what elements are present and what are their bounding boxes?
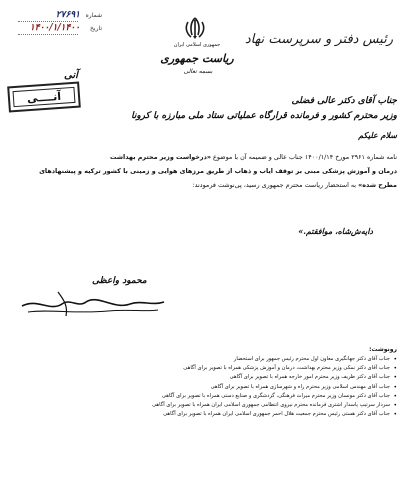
- iran-emblem-icon: [182, 16, 208, 40]
- letter-number-row: [12, 10, 102, 23]
- letter-meta: [12, 10, 102, 36]
- list-item: [107, 401, 397, 410]
- copy-recipient: جناب آقای دکتر نمکی وزیر محترم بهداشت، درمان و آموزش پزشکی همراه با تصویر برای آگاهی: [183, 365, 390, 372]
- list-item: [107, 410, 397, 419]
- copy-recipient: جناب آقای دکتر ظریف وزیر محترم امور خارجه همراه با تصویر برای آگاهی: [229, 374, 390, 381]
- letter-date-label: تاریخ: [90, 25, 102, 32]
- bullet-icon: •: [393, 374, 397, 382]
- signature-scribble: [18, 282, 168, 322]
- copies-title: رونوشت:: [369, 346, 397, 353]
- bullet-icon: •: [393, 356, 397, 363]
- letter-date-row: [12, 23, 102, 36]
- header-office: ریاست جمهوری: [160, 52, 234, 65]
- urgent-stamp-text: آنــــی: [13, 87, 76, 107]
- letter-body: [27, 150, 397, 192]
- list-item: [107, 383, 397, 392]
- header-country: جمهوری اسلامی ایران: [173, 42, 221, 48]
- body-line1-bold: «درخواست وزیر محترم بهداشت: [109, 153, 211, 161]
- list-item: [107, 392, 397, 401]
- letter-date: ۱۴۰۰/۱/۱۴۰۰: [29, 23, 80, 33]
- recipient-title: وزیر محترم کشور و فرمانده قرارگاه عملیاتی ستاد ملی مبارزه با کرونا: [131, 111, 397, 121]
- bullet-icon: •: [393, 402, 397, 410]
- copy-recipient: جناب آقای دکتر مونسان وزیر محترم میراث فرهنگی، گردشگری و صنایع دستی همراه با تصویر برای آگاهی: [161, 392, 390, 399]
- header-sub: بسمه تعالی: [183, 68, 213, 75]
- signer-name: محمود واعظی: [92, 276, 147, 286]
- office-handwritten-note: رئیس دفتر و سرپرست نهاد: [244, 32, 393, 47]
- body-line1-plain: نامه شماره ۲۹۶۱ مورخ ۱۴۰۰/۱/۱۴ جناب عالی و ضمیمه آن با موضوع: [211, 153, 397, 161]
- bullet-icon: •: [393, 365, 397, 373]
- bullet-icon: •: [393, 383, 397, 391]
- list-item: [107, 364, 397, 373]
- list-item: [107, 355, 397, 364]
- number-rule: [18, 21, 78, 22]
- copy-recipient: جناب آقای دکتر جهانگیری معاون اول محترم رئیس جمهور برای استحضار: [233, 356, 390, 362]
- bullet-icon: •: [393, 392, 397, 400]
- copy-recipient: جناب آقای دکتر هستی رئیس محترم جمعیت هلال احمر جمهوری اسلامی ایران همراه با تصویر برای آگاهی: [163, 411, 390, 418]
- body-line3-bold: مطرح شده»: [358, 181, 397, 189]
- letter-number-label: شماره: [85, 12, 102, 19]
- recipient-name: جناب آقای دکتر عالی فضلی: [291, 96, 397, 106]
- date-rule: [18, 34, 78, 35]
- list-item: [107, 373, 397, 382]
- copy-recipient: جناب آقای مهندس اسلامی وزیر محترم راه و شهرسازی همراه با تصویر برای آگاهی: [210, 383, 390, 390]
- body-line3-plain: به استحضار ریاست محترم جمهوری رسید، پی‌نوشت فرمودند:: [192, 181, 359, 189]
- greeting: سلام علیکم: [358, 130, 397, 140]
- copy-recipient: سردار سرتیپ پاسدار اشتری فرمانده محترم نیروی انتظامی جمهوری اسلامی ایران همراه با تصویر برای آگاهی: [152, 402, 390, 409]
- urgent-handwritten: آنی: [64, 70, 78, 81]
- copies-list: [107, 355, 397, 419]
- closing-remark: دایه‌ش‌شاه، موافقتم.»: [298, 226, 373, 236]
- body-line2-bold: درمان و آموزش پزشکی مبنی بر توقف ایاب و ذهاب از طریق مرزهای هوایی و زمینی با کشور ترکیه و پیشنهادهای: [39, 167, 397, 175]
- bullet-icon: •: [393, 411, 397, 419]
- urgent-stamp: [7, 82, 81, 113]
- letter-number: ۲۷۶۹۱: [55, 10, 80, 20]
